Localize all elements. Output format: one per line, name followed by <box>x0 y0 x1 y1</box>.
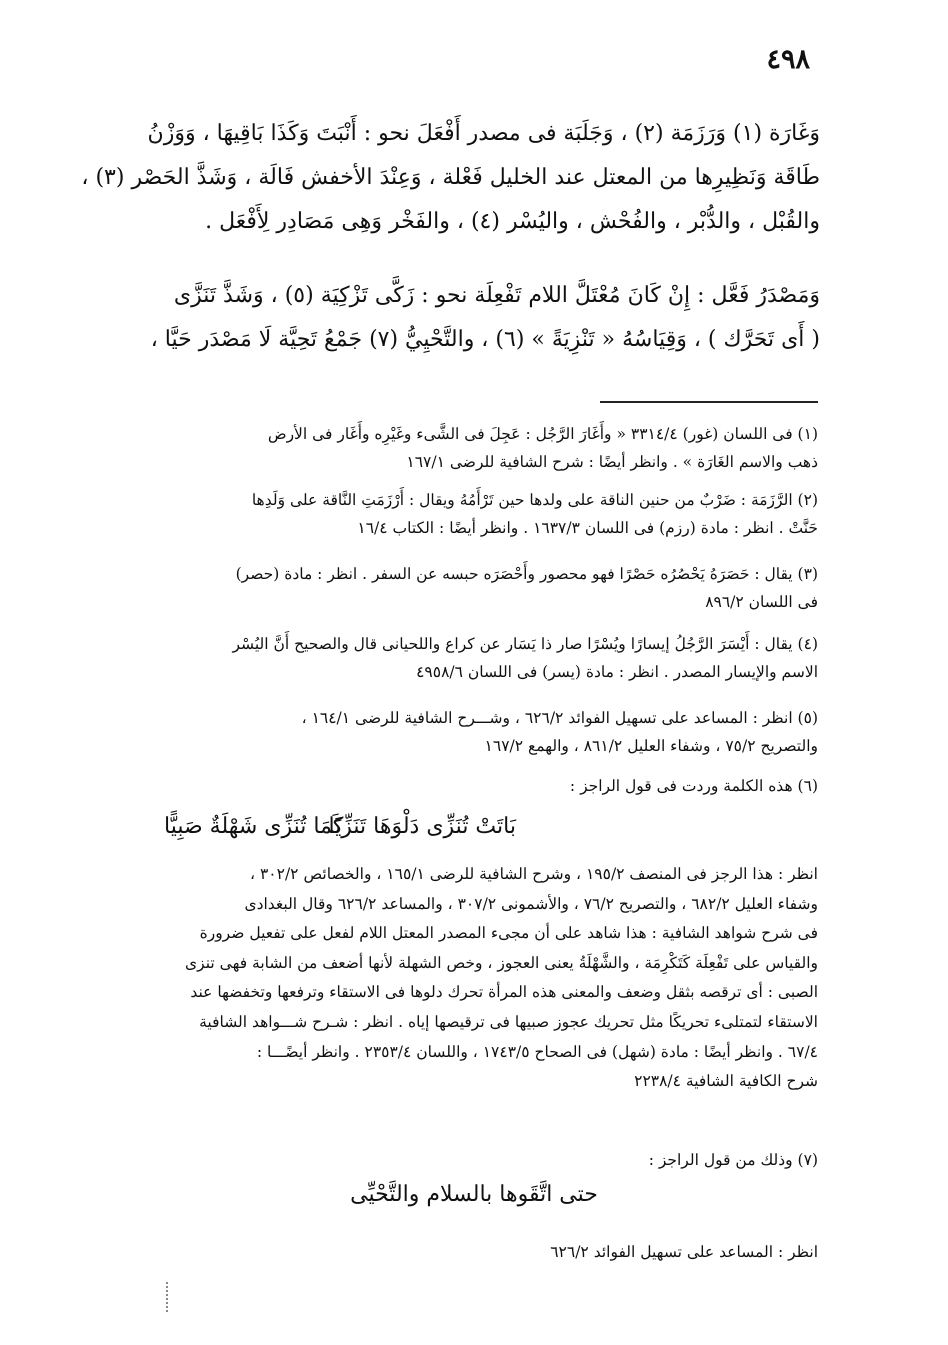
footnote-line: (٢) الرَّزَمَة : ضَرْبٌ من حنين الناقة على ولدها حين تَرْأَمُهُ ويقال : أَرْزَمَتِ النَّاقة على وَلَدِها <box>251 491 818 509</box>
text-line: طَاقَة وَنَظِيرِها من المعتل عند الخليل فَعْلة ، وَعِنْدَ الأخفش فَالَة ، وَشَذَّ الحَصْر (٣) ، <box>81 165 820 190</box>
footnote-line: انظر : هذا الرجز فى المنصف ١٩٥/٢ ، وشرح الشافية للرضى ١٦٥/١ ، والخصائص ٣٠٢/٢ ، <box>250 865 818 883</box>
footnote-line: شرح الكافية الشافية ٢٢٣٨/٤ <box>634 1072 818 1091</box>
verse-1-first-hemistich: بَاتَتْ تُنَزِّى دَلْوَهَا تَنَزِّيًا <box>328 814 516 839</box>
text-line: وَغَارَة (١) وَرَزَمَة (٢) ، وَجَلَبَة فى مصدر أَفْعَلَ نحو : أَنْبَتَ وَكَذَا بَاقِيهَا ، وَوَزْنُ <box>147 121 820 146</box>
footnote-line: انظر : المساعد على تسهيل الفوائد ٦٢٦/٢ <box>550 1243 818 1261</box>
footnote-7-reference <box>100 1238 818 1266</box>
footnote-line: (٣) يقال : حَصَرَهُ يَحْصُرُه حَصْرًا فهو محصور وأَحْصَرَه حبسه عن السفر . انظر : مادة (حصر) <box>235 565 818 583</box>
footnote-line: (٧) وذلك من قول الراجز : <box>648 1151 818 1169</box>
footnote-2 <box>100 486 818 542</box>
paragraph-1 <box>81 112 820 244</box>
footnote-line: (٤) يقال : أَيْسَرَ الرَّجُلُ إيسارًا ويُسْرًا صار ذا يَسَار عن كراع واللحيانى قال والصحيح أَنَّ اليُسْر <box>232 635 818 653</box>
footnote-line: الاستقاء لتمتلىء تحريكًا مثل تحريك عجوز صبيها فى ترقيصها إياه . انظر : شـرح شـــواهد الشافية <box>199 1012 818 1031</box>
footnote-5 <box>100 704 818 760</box>
footnote-line: فى شرح شواهد الشافية : هذا شاهد على أن مجىء المصدر المعتل اللام لفعل على تفعيل ضرورة <box>199 924 818 943</box>
verse-2: حتى اتَّقَوها بالسلام والتَّحْيِّى <box>350 1182 598 1207</box>
page-number: ٤٩٨ <box>766 44 810 75</box>
footnote-line: الاسم والإيسار المصدر . انظر : مادة (يسر) فى اللسان ٤٩٥٨/٦ <box>416 663 818 681</box>
text-line: والقُبْل ، والدُّبْر ، والفُحْش ، واليُسْر (٤) ، والفَخْر وَهِى مَصَادِر لِأَفْعَل . <box>205 209 820 234</box>
footnote-line: والقياس على تَفْعِلَة كَتَكْرِمَة ، والشَّهْلَةُ يعنى العجوز ، وخص الشهلة لأنها أضعف من الشابة فهى تنزى <box>185 953 818 972</box>
footnote-line: ٦٧/٤ . وانظر أيضًا : مادة (شهل) فى الصحاح ١٧٤٣/٥ ، واللسان ٢٣٥٣/٤ . وانظر أيضًـــا : <box>256 1042 818 1061</box>
paragraph-2 <box>100 274 820 362</box>
footnote-4 <box>100 630 818 686</box>
footnote-line: وشفاء العليل ٦٨٢/٢ ، والتصريح ٧٦/٢ ، والأشمونى ٣٠٧/٢ ، والمساعد ٦٢٦/٢ وقال البغدادى <box>244 894 818 913</box>
verse-1-second-hemistich: كَمَا تُنَزِّى شَهْلَةٌ صَبِيًّا <box>164 814 344 839</box>
footnote-line: فى اللسان ٨٩٦/٢ <box>705 593 818 611</box>
footnote-3 <box>100 560 818 616</box>
footnote-line: والتصريح ٧٥/٢ ، وشفاء العليل ٨٦١/٢ ، والهمع ١٦٧/٢ <box>484 737 818 755</box>
footnote-line: (٦) هذه الكلمة وردت فى قول الراجز : <box>569 777 818 795</box>
footnote-line: (١) فى اللسان (غور) ٣٣١٤/٤ « وأَغَارَ الرَّجُل : عَجِلَ فى الشَّىء وغَيْرِه وأَغَار فى الأرض <box>267 425 818 443</box>
footnote-line: (٥) انظر : المساعد على تسهيل الفوائد ٦٢٦/٢ ، وشـــرح الشافية للرضى ١٦٤/١ ، <box>301 709 818 727</box>
footnote-separator <box>600 401 818 403</box>
footnote-6-intro <box>100 772 818 800</box>
footnote-line: الصبى : أى ترقصه بثقل وضعف والمعنى هذه المرأة تحرك دلوها فى الاستقاء وترفعها وتخفضها عند <box>190 983 818 1002</box>
text-line: ( أَى تَحَرَّك ) ، وَقِيَاسُهُ « تَنْزِيَةً » (٦) ، والتَّحْيِيُّ (٧) جَمْعُ تَحِيَّة لَا مَصْدَر حَيَّا ، <box>150 327 820 352</box>
footnote-6-body <box>100 860 818 1097</box>
footnote-7-intro <box>100 1146 818 1174</box>
footnote-line: ذهب والاسم الغَارَة » . وانظر أيضًا : شرح الشافية للرضى ١٦٧/١ <box>406 453 818 471</box>
footnote-line: حَنَّتْ . انظر : مادة (رزم) فى اللسان ١٦٣٧/٣ . وانظر أيضًا : الكتاب ١٦/٤ <box>357 519 818 537</box>
text-line: وَمَصْدَرُ فَعَّل : إِنْ كَانَ مُعْتَلَّ اللام تَفْعِلَة نحو : زَكَّى تَزْكِيَة (٥) ، وَشَذَّ تَنَزَّى <box>173 283 820 308</box>
footnote-1 <box>100 420 818 476</box>
scan-artifact-dots <box>166 1282 172 1312</box>
